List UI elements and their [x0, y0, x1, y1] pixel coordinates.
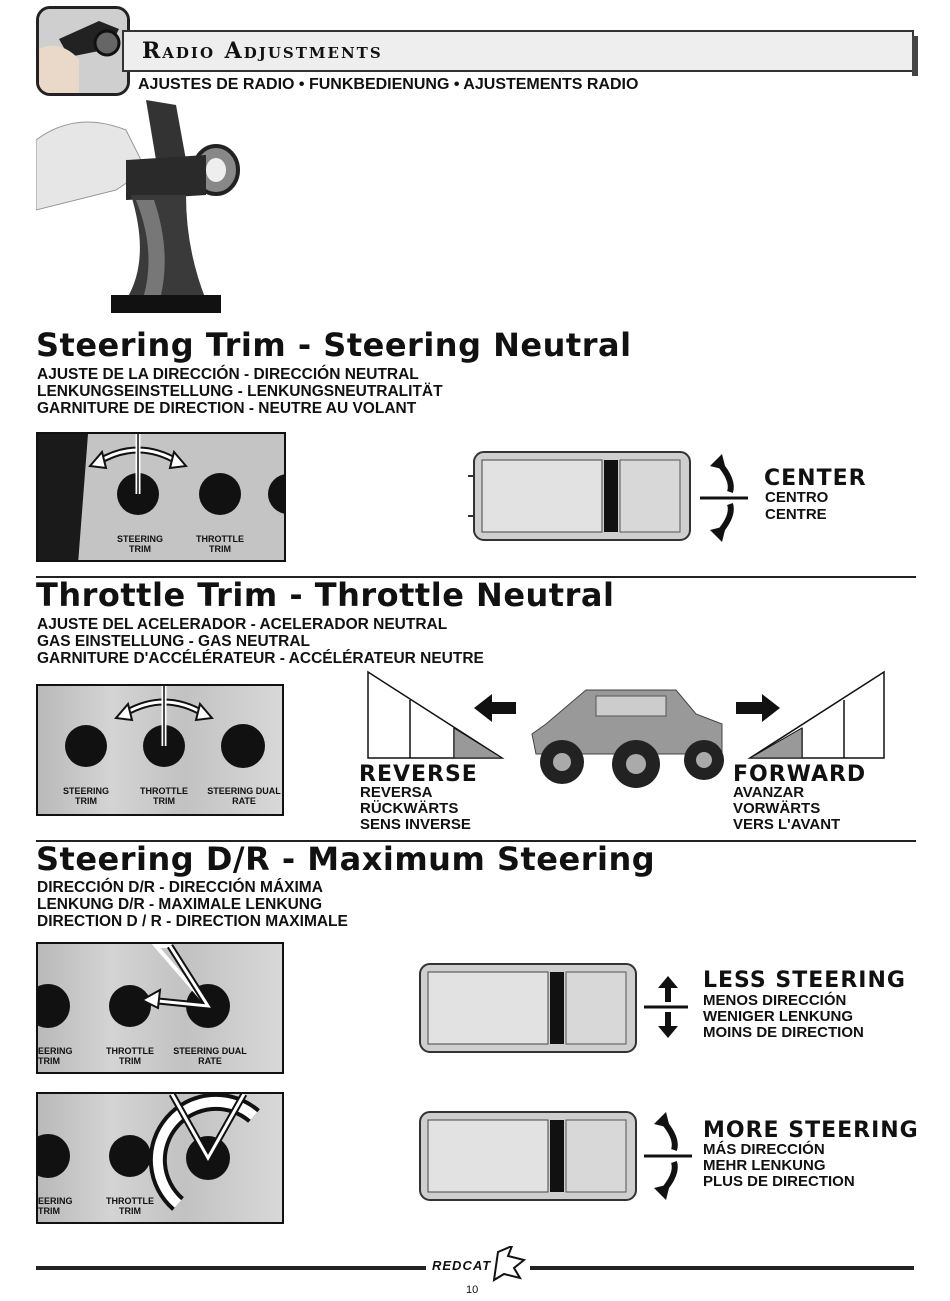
- truck-topview-less: [414, 958, 644, 1058]
- throttle-trim-line-2: GAS EINSTELLUNG - GAS NEUTRAL: [37, 633, 310, 650]
- reverse-line-2: RÜCKWÄRTS: [360, 800, 459, 817]
- steering-dr-title: Steering D/R - Maximum Steering: [36, 840, 656, 878]
- steering-trim-line-1: AJUSTE DE LA DIRECCIÓN - DIRECCIÓN NEUTRAL: [37, 366, 419, 383]
- truck-topview-center: [468, 446, 698, 546]
- center-line-2: CENTRE: [765, 506, 827, 523]
- throttle-trim-knob-panel: [36, 684, 284, 816]
- dual-rate-more-knob-panel: [36, 1092, 284, 1224]
- less-steering-line-3: MOINS DE DIRECTION: [703, 1024, 864, 1041]
- throttle-trim-line-1: AJUSTE DEL ACELERADOR - ACELERADOR NEUTRAL: [37, 616, 448, 633]
- reverse-ramp-icon: [366, 670, 526, 760]
- center-line-1: CENTRO: [765, 489, 829, 506]
- less-steering-line-1: MENOS DIRECCIÓN: [703, 992, 847, 1009]
- forward-ramp-icon: [730, 670, 890, 760]
- knob-label-dual-rate: STEERING DUAL RATE: [207, 786, 281, 806]
- steering-dr-line-3: DIRECTION D / R - DIRECTION MAXIMALE: [37, 913, 348, 930]
- knob-label-steering-trim: EERING TRIM: [38, 1196, 73, 1216]
- knob-label-dual-rate: STEERING DUAL RATE: [173, 1046, 247, 1066]
- knob-label-throttle-trim: THROTTLE TRIM: [106, 1046, 154, 1066]
- header-bar: [122, 30, 914, 72]
- steering-dr-line-2: LENKUNG D/R - MAXIMALE LENKUNG: [37, 896, 323, 913]
- reverse-label: REVERSE: [359, 762, 478, 787]
- forward-line-3: VERS L'AVANT: [733, 816, 841, 833]
- steering-trim-line-2: LENKUNGSEINSTELLUNG - LENKUNGSNEUTRALITÄT: [37, 383, 443, 400]
- knob-label-throttle-trim: THROTTLE TRIM: [196, 534, 244, 554]
- redcat-logo: [428, 1246, 528, 1282]
- footer-rule-right: [530, 1266, 914, 1270]
- throttle-trim-title: Throttle Trim - Throttle Neutral: [36, 576, 615, 614]
- less-steering-label: LESS STEERING: [703, 968, 906, 993]
- steering-trim-title: Steering Trim - Steering Neutral: [36, 326, 632, 364]
- page-subtitle: AJUSTES DE RADIO • FUNKBEDIENUNG • AJUSTEMENTS RADIO: [138, 76, 639, 93]
- dual-rate-less-knob-panel: [36, 942, 284, 1074]
- more-steering-line-1: MÁS DIRECCIÓN: [703, 1141, 825, 1158]
- knob-label-steering-trim: STEERING TRIM: [116, 534, 163, 554]
- forward-line-2: VORWÄRTS: [733, 800, 821, 817]
- center-label: CENTER: [764, 466, 867, 491]
- more-steering-line-2: MEHR LENKUNG: [703, 1157, 826, 1174]
- reverse-line-3: SENS INVERSE: [360, 816, 471, 833]
- page-title: Radio Adjustments: [142, 38, 383, 64]
- less-steering-line-2: WENIGER LENKUNG: [703, 1008, 853, 1025]
- transmitter-photo: [36, 100, 241, 325]
- steering-dr-line-1: DIRECCIÓN D/R - DIRECCIÓN MÁXIMA: [37, 879, 323, 896]
- reverse-line-1: REVERSA: [360, 784, 433, 801]
- knob-label-throttle-trim: THROTTLE TRIM: [140, 786, 188, 806]
- more-steering-label: MORE STEERING: [703, 1118, 919, 1143]
- steering-trim-knob-panel: [36, 432, 286, 562]
- knob-label-steering-trim: STEERING TRIM: [62, 786, 109, 806]
- throttle-trim-line-3: GARNITURE D'ACCÉLÉRATEUR - ACCÉLÉRATEUR NEUTRE: [37, 650, 484, 667]
- truck-topview-more: [414, 1106, 644, 1206]
- page-number: 10: [466, 1284, 479, 1296]
- knob-label-steering-trim: EERING TRIM: [38, 1046, 73, 1066]
- knob-label-throttle-trim: THROTTLE TRIM: [106, 1196, 154, 1216]
- more-steering-line-3: PLUS DE DIRECTION: [703, 1173, 855, 1190]
- center-arrows-icon: [700, 452, 750, 544]
- rc-truck-photo: [526, 684, 732, 792]
- header-radio-icon: [36, 6, 130, 96]
- forward-line-1: AVANZAR: [733, 784, 805, 801]
- steering-trim-line-3: GARNITURE DE DIRECTION - NEUTRE AU VOLANT: [37, 400, 417, 417]
- footer-rule-left: [36, 1266, 426, 1270]
- redcat-logo-text: REDCAT: [432, 1258, 492, 1273]
- more-steering-arrows-icon: [644, 1110, 694, 1202]
- forward-label: FORWARD: [733, 762, 867, 787]
- less-steering-arrows-icon: [644, 976, 690, 1038]
